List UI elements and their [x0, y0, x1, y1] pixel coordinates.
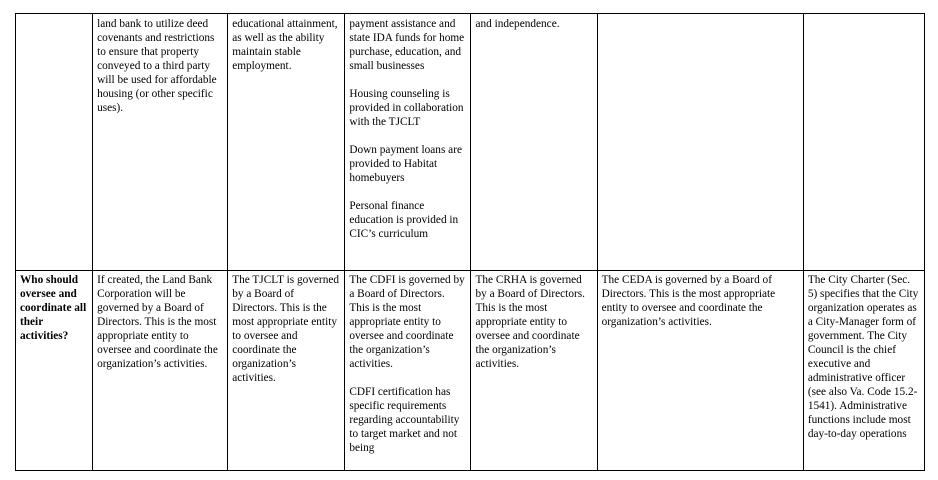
table-cell: land bank to utilize deed covenants and restrictions to ensure that property conveyed to a third party will be used for affordable housing (or other specific uses). [93, 14, 228, 271]
table-cell: The CEDA is governed by a Board of Directors. This is the most appropriate entity to oversee and coordinate the organization’s activities. [597, 271, 803, 471]
table-cell: and independence. [471, 14, 597, 271]
table-cell: If created, the Land Bank Corporation will be governed by a Board of Directors. This is the most appropriate entity to oversee and coordinate the organization’s activities. [93, 271, 228, 471]
table-cell [803, 14, 924, 271]
cell-paragraph: Housing counseling is provided in collaboration with the TJCLT [349, 88, 464, 128]
table-cell: The City Charter (Sec. 5) specifies that the City organization operates as a City-Manager form of government. The City Council is the chief executive and administrative officer (see also Va. Code 15.2-1541). Administrative functions include most day-to-day operations [803, 271, 924, 471]
table-cell [597, 14, 803, 271]
cell-paragraph: Down payment loans are provided to Habitat homebuyers [349, 144, 462, 184]
table-cell [345, 14, 471, 271]
table-cell [16, 14, 93, 271]
cell-paragraph: The CDFI is governed by a Board of Directors. This is the most appropriate entity to oversee and coordinate the organization’s activities. [349, 274, 465, 370]
cell-paragraph: CDFI certification has specific requirements regarding accountability to target market and not being [349, 386, 460, 454]
governance-table [15, 13, 925, 471]
row-question-header: Who should oversee and coordinate all their activities? [16, 271, 93, 471]
table-cell: educational attainment, as well as the ability maintain stable employment. [228, 14, 345, 271]
table-row [16, 271, 925, 471]
table-row [16, 14, 925, 271]
table-cell: The CRHA is governed by a Board of Directors. This is the most appropriate entity to oversee and coordinate the organization’s activities. [471, 271, 597, 471]
cell-paragraph: payment assistance and state IDA funds for home purchase, education, and small businesses [349, 18, 465, 72]
table-cell [345, 271, 471, 471]
table-cell: The TJCLT is governed by a Board of Directors. This is the most appropriate entity to oversee and coordinate the organization’s activities. [228, 271, 345, 471]
cell-paragraph: Personal finance education is provided in CIC’s curriculum [349, 200, 459, 240]
